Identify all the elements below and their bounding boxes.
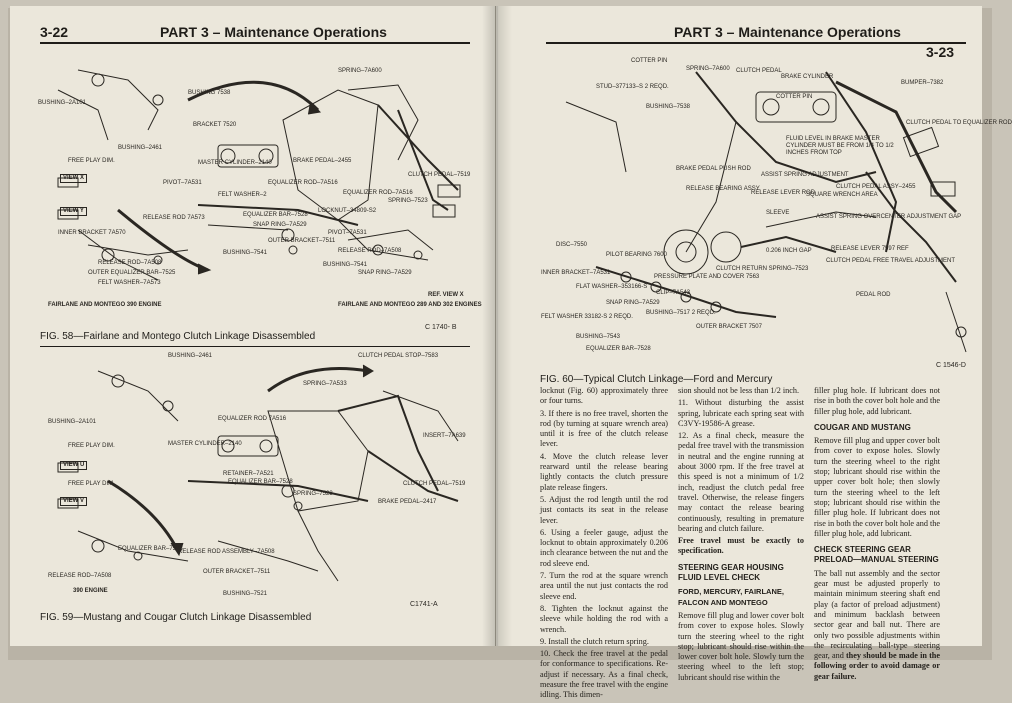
fig60-label: RELEASE LEVER 7597 REF	[831, 246, 909, 252]
fig59-label: BUSHING–2A101	[48, 419, 97, 425]
part-title-left: PART 3 – Maintenance Operations	[160, 24, 387, 40]
section-heading: COUGAR AND MUSTANG	[814, 422, 911, 432]
fig59-label: BRAKE PEDAL–2417	[378, 499, 437, 505]
fig60-label: SQUARE WRENCH AREA	[806, 192, 878, 198]
paragraph: 11. Without disturbing the assist spring, lubricate each spring seat with C3VY-19586-A grease.	[678, 398, 804, 428]
fig58-label: RELEASE ROD–7A508	[338, 248, 402, 254]
paragraph: sion should not be less than 1/2 inch.	[678, 386, 799, 395]
fig58-label: OUTER BRACKET–7511	[268, 238, 336, 244]
fig60-label: SLEEVE	[766, 210, 790, 216]
fig58-label: REF. VIEW X	[428, 292, 464, 298]
figure-60-caption: FIG. 60—Typical Clutch Linkage—Ford and Mercury	[540, 374, 773, 385]
fig58-label: LOCKNUT–34809-S2	[318, 208, 377, 214]
fig58-label: BUSHING–7541	[323, 262, 368, 268]
fig59-label: SPRING–7A533	[303, 381, 347, 387]
paragraph: Remove fill plug and upper cover bolt from cover to expose holes. Slowly turn the steering wheel to the right stop; lubricant should rise within the upper cover bolt hole; then slowly turn the steering wheel to the left stop; lubricant should rise within the filler plug hole. If lubricant does not rise in both the cover bolt hole and the filler plug hole, add lubricant.	[814, 436, 940, 538]
fig58-label: VIEW X	[60, 174, 87, 183]
text-column-2	[678, 386, 804, 685]
paragraph	[814, 569, 940, 682]
fig60-label: BUSHING–7517 2 REQD.	[646, 310, 716, 316]
fig59-label: CLUTCH PEDAL STOP–7583	[358, 353, 439, 359]
fig59-label: RELEASE ROD–7A508	[48, 573, 112, 579]
header-rule-left	[40, 42, 470, 44]
paragraph-emphasis: they should be made in the following order to avoid damage or gear failure.	[814, 651, 940, 681]
fig58-label: PIVOT–7A531	[328, 230, 367, 236]
fig58-label: BUSHING–7541	[223, 250, 268, 256]
section-subheading: FORD, MERCURY, FAIRLANE, FALCON AND MONTEGO	[678, 587, 784, 607]
section-heading: STEERING GEAR HOUSING FLUID LEVEL CHECK	[678, 562, 784, 583]
fig58-label: PIVOT–7A531	[163, 180, 202, 186]
fig60-label: ASSIST SPRING ADJUSTMENT	[761, 172, 849, 178]
fig60-label: BRAKE PEDAL PUSH ROD	[676, 166, 751, 172]
text-column-1	[540, 386, 668, 703]
fig59-label: MASTER CYLINDER–2140	[168, 441, 242, 447]
figure-divider	[40, 346, 470, 347]
fig60-label: CLUTCH PEDAL ASSY–2455	[836, 184, 916, 190]
fig60-label: CLIP–7A543	[656, 290, 691, 296]
fig58-label: RELEASE ROD–7A508	[98, 260, 162, 266]
fig60-label: PEDAL ROD	[856, 292, 891, 298]
fig58-code: C 1740- B	[425, 324, 457, 331]
fig59-label: SPRING–7523	[293, 491, 333, 497]
fig60-label: PILOT BEARING 7600	[606, 252, 667, 258]
section-heading: CHECK STEERING GEAR PRELOAD—MANUAL STEERING	[814, 545, 939, 565]
fig58-label: SNAP RING–7A529	[253, 222, 307, 228]
fig60-label: STUD–377133–S 2 REQD.	[596, 84, 669, 90]
fig58-label: BUSHING 7538	[188, 90, 231, 96]
fig59-code: C1741-A	[410, 601, 438, 608]
right-page	[496, 6, 1012, 700]
paragraph-text: The ball nut assembly and the sector gear must be adjusted properly to maintain minimum steering shaft end play (a factor of preload adjustment) and minimum backlash between sector gear and ball nut. There are only two possible adjustments within the recirculating ball-type steering gear, and	[814, 568, 940, 661]
figure-60	[536, 52, 1012, 370]
figure-59	[38, 351, 478, 609]
part-title-right: PART 3 – Maintenance Operations	[674, 24, 901, 40]
fig58-label: BUSHING–2461	[118, 145, 163, 151]
fig60-label: BUMPER–7382	[901, 80, 944, 86]
text-column-3	[814, 386, 940, 684]
fig60-label: BRAKE CYLINDER	[781, 74, 834, 80]
fig59-label: OUTER BRACKET–7511	[203, 569, 271, 575]
fig60-label: EQUALIZER BAR–7528	[586, 346, 651, 352]
page-number-right: 3-23	[926, 44, 955, 60]
fig58-label: EQUALIZER ROD–7A516	[343, 190, 413, 196]
fig58-label: SPRING–7523	[388, 198, 428, 204]
fig58-label: FREE PLAY DIM.	[68, 158, 115, 164]
paragraph: 4. Move the clutch release lever rearward until the release bearing lightly contacts the clutch pressure plate release fingers.	[540, 451, 668, 492]
fig60-label: RELEASE LEVER ROD	[751, 190, 816, 196]
fig60-label: FLUID LEVEL IN BRAKE MASTER CYLINDER MUST BE FROM 1/4 TO 1/2 INCHES FROM TOP	[786, 136, 894, 156]
fig60-label: CLUTCH PEDAL	[736, 68, 782, 74]
header-rule-right	[546, 42, 966, 44]
fig60-label: CLUTCH PEDAL TO EQUALIZER ROD	[906, 120, 1012, 126]
paragraph: 8. Tighten the locknut against the sleeve while holding the rod with a wrench.	[540, 603, 668, 634]
paragraph: 7. Turn the rod at the square wrench area until the nut just contacts the rod sleeve end.	[540, 571, 668, 601]
fig58-label: VIEW Y	[60, 207, 87, 216]
paragraph: 6. Using a feeler gauge, adjust the locknut to obtain approximately 0.206 inch clearance between the nut and the rod sleeve end.	[540, 527, 668, 568]
figure-58-caption: FIG. 58—Fairlane and Montego Clutch Linkage Disassembled	[40, 331, 316, 342]
fig59-label: BUSHING–2461	[168, 353, 213, 359]
fig58-label: FELT WASHER–7A573	[98, 280, 161, 286]
figure-59-caption: FIG. 59—Mustang and Cougar Clutch Linkage Disassembled	[40, 612, 312, 623]
fig58-label: EQUALIZER BAR–7528	[243, 212, 308, 218]
figure-60-drawing	[536, 52, 976, 370]
fig59-label: VIEW V	[60, 497, 87, 506]
fig60-label: FLAT WASHER–353166-S	[576, 284, 648, 290]
paragraph: 3. If there is no free travel, shorten the rod (by turning at square wrench area) until it is free of the clutch release lever.	[540, 408, 668, 449]
figure-58	[38, 50, 482, 322]
fig58-label: MASTER CYLINDER–2140	[198, 160, 272, 166]
page-number-left: 3-22	[40, 24, 69, 40]
fig58-label: SPRING–7A600	[338, 68, 382, 74]
fig59-label: RETAINER–7A521	[223, 471, 274, 477]
fig59-label: RELEASE ROD ASSEMBLY–7A508	[178, 549, 275, 555]
fig59-label: INSERT–7A639	[423, 433, 466, 439]
fig59-label: VIEW U	[60, 461, 87, 470]
fig59-label: BUSHING–7521	[223, 591, 268, 597]
fig58-label: BUSHING–2A101	[38, 100, 87, 106]
fig58-label: RELEASE ROD 7A573	[143, 215, 205, 221]
paragraph: filler plug hole. If lubricant does not rise in both the cover bolt hole and the filler plug hole, add lubricant.	[814, 386, 940, 416]
fig60-label: BUSHING–7543	[576, 334, 621, 340]
left-page	[10, 6, 496, 646]
fig59-label: FREE PLAY DIM.	[68, 481, 115, 487]
paragraph: Free travel must be exactly to specification.	[678, 536, 804, 556]
paragraph: 9. Install the clutch return spring.	[540, 636, 649, 646]
fig60-label: PRESSURE PLATE AND COVER 7563	[654, 274, 760, 280]
fig60-label: COTTER PIN	[631, 58, 668, 64]
fig60-label: CLUTCH PEDAL FREE TRAVEL ADJUSTMENT	[826, 258, 956, 264]
paragraph: 12. As a final check, measure the pedal free travel with the transmission in neutral and the engine running at about 3000 rpm. If the free travel at this speed is not a minimum of 1/2 inch, readjust the clutch pedal free travel. Otherwise, the release fingers may contact the release bearing continuously, resulting in premature bearing and clutch failure.	[678, 431, 804, 533]
paragraph: locknut (Fig. 60) approximately three or four turns.	[540, 386, 668, 406]
fig58-label: OUTER EQUALIZER BAR–7525	[88, 270, 176, 276]
fig59-label: FREE PLAY DIM.	[68, 443, 115, 449]
fig59-label: EQUALIZER ROD 7A516	[218, 416, 287, 422]
fig59-label: EQUALIZER BAR–7528	[228, 479, 293, 485]
fig60-label: RELEASE BEARING ASSY.	[686, 186, 761, 192]
fig60-label: COTTER PIN	[776, 94, 813, 100]
fig58-label: SNAP RING–7A529	[358, 270, 412, 276]
fig60-code: C 1546-D	[936, 362, 966, 369]
fig58-label: FAIRLANE AND MONTEGO 390 ENGINE	[48, 302, 162, 308]
fig58-label: INNER BRACKET 7A570	[58, 230, 126, 236]
fig60-label: SPRING–7A600	[686, 66, 730, 72]
fig59-label: EQUALIZER BAR–7528	[118, 546, 183, 552]
fig59-label: 390 ENGINE	[73, 588, 108, 594]
fig58-label: BRAKE PEDAL–2455	[293, 158, 352, 164]
fig60-label: DISC–7550	[556, 242, 588, 248]
fig60-label: 0.206 INCH GAP	[766, 248, 812, 254]
fig60-label: ASSIST SPRING OVERCENTER ADJUSTMENT GAP	[816, 214, 962, 220]
fig58-label: FELT WASHER–2	[218, 192, 267, 198]
fig58-label: FAIRLANE AND MONTEGO 289 AND 302 ENGINES	[338, 302, 482, 308]
paragraph: Remove fill plug and lower cover bolt from cover to expose holes. Slowly turn the steering wheel to the right stop; lubricant should rise within the lower cover bolt hole. Slowly turn the steering wheel to the left stop; lubricant should rise within the	[678, 610, 804, 682]
fig58-label: CLUTCH PEDAL–7519	[408, 172, 471, 178]
fig60-label: FELT WASHER 33182-S 2 REQD.	[541, 314, 633, 320]
fig60-label: INNER BRACKET–7A531	[541, 270, 611, 276]
fig58-label: BRACKET 7520	[193, 122, 237, 128]
fig59-label: CLUTCH PEDAL–7519	[403, 481, 466, 487]
fig60-label: BUSHING–7538	[646, 104, 691, 110]
paragraph: 10. Check the free travel at the pedal for conformance to specifications. Re-adjust if necessary. As a final check, measure the free travel with the engine idling. This dimen-	[540, 649, 668, 700]
paragraph: 5. Adjust the rod length until the rod just contacts its seat in the release lever.	[540, 494, 668, 525]
fig60-label: OUTER BRACKET 7507	[696, 324, 762, 330]
fig58-label: EQUALIZER ROD–7A516	[268, 180, 338, 186]
fig60-label: SNAP RING–7A529	[606, 300, 660, 306]
fig60-label: CLUTCH RETURN SPRING–7523	[716, 266, 809, 272]
